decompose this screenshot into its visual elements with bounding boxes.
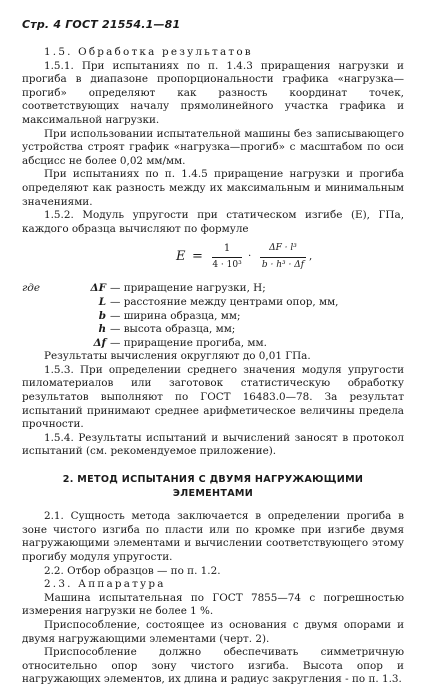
fraction-2-denominator: b · h³ · Δf (261, 259, 305, 270)
definition-lead (22, 337, 52, 351)
page-header: Стр. 4 ГОСТ 21554.1—81 (22, 18, 181, 31)
formula-fraction-2 (260, 242, 306, 272)
definition-text: — высота образца, мм; (110, 323, 236, 336)
fraction-2-numerator: ΔF · l³ (260, 242, 306, 258)
fraction-1-denominator: 4 · 10³ (212, 259, 242, 270)
variable-definitions (22, 282, 404, 350)
definition-text: — расстояние между центрами опор, мм, (110, 295, 339, 308)
definition-text: — приращение нагрузки, Н; (110, 282, 266, 295)
formula-lhs: E (176, 249, 186, 265)
paragraph-1-5-1: 1.5.1. При испытаниях по п. 1.4.3 приращения нагрузки и прогиба в диапазоне пропорциональности графика «нагрузка—прогиб» определяют как разность координат точек, соответствующих началу прямолинейного участка графика и максимальной нагрузки. (22, 59, 404, 126)
definition-symbol: L (98, 295, 106, 308)
paragraph-1-5-3: 1.5.3. При определении среднего значения модуля упругости пиломатериалов или заготовок статистическую обработку результатов выполняют по ГОСТ 16483.0—78. За результат испытаний принимают среднее арифметическое величины предела прочности. (22, 363, 404, 431)
paragraph-2-2: 2.2. Отбор образцов — по п. 1.2. (44, 564, 221, 577)
fraction-1-numerator: 1 (212, 242, 242, 258)
section-1-5-title: 1.5. Обработка результатов (44, 46, 253, 58)
definition-lead (22, 323, 52, 337)
definition-row (22, 310, 404, 324)
paragraph-rounding: Результаты вычисления округляют до 0,01 ГПа. (44, 350, 311, 363)
definition-text: — ширина образца, мм; (110, 309, 241, 322)
definition-symbol: b (98, 309, 106, 322)
definition-row (22, 282, 404, 296)
definition-lead: где (22, 282, 40, 295)
paragraph-2-3: 2.3. Аппаратура (44, 578, 166, 591)
definition-text: — приращение прогиба, мм. (110, 336, 267, 349)
body-text (22, 46, 404, 687)
definition-lead (22, 296, 52, 310)
paragraph-fixture-requirements: Приспособление должно обеспечивать симметричную относительно опор зону чистого изгиба. Высота опор и нагружающих элементов, их длина и радиус закругления - по п. 1.3. (22, 646, 404, 686)
paragraph-fixture: Приспособление, состоящее из основания с двумя опорами и двумя нагружающими элементами (черт. 2). (22, 618, 404, 645)
definition-symbol: Δf (93, 336, 106, 349)
formula-fraction-1 (212, 242, 242, 272)
definition-row (22, 337, 404, 351)
definition-symbol: h (98, 323, 106, 336)
definition-row (22, 296, 404, 310)
paragraph-machine: Машина испытательная по ГОСТ 7855—74 с погрешностью измерения нагрузки не более 1 %. (22, 591, 404, 618)
definition-symbol: ΔF (90, 282, 106, 295)
formula-comma: , (309, 250, 313, 263)
modulus-formula (22, 240, 404, 276)
formula-equals: = (192, 249, 203, 265)
definition-row (22, 323, 404, 337)
formula-dot: · (248, 250, 252, 263)
paragraph-recorder: При использовании испытательной машины без записывающего устройства строят график «нагрузка—прогиб» с масштабом по оси абсцисс не более 0,02 мм/мм. (22, 127, 404, 167)
definition-lead (22, 310, 52, 324)
section-2-heading: 2. МЕТОД ИСПЫТАНИЯ С ДВУМЯ НАГРУЖАЮЩИМИ ЭЛЕМЕНТАМИ (62, 474, 364, 499)
paragraph-1-4-5: При испытаниях по п. 1.4.5 приращение нагрузки и прогиба определяют как разность между их максимальным и минимальным значениями. (22, 168, 404, 208)
paragraph-1-5-2: 1.5.2. Модуль упругости при статическом изгибе (E), ГПа, каждого образца вычисляют по формуле (22, 209, 404, 235)
paragraph-1-5-4: 1.5.4. Результаты испытаний и вычислений заносят в протокол испытаний (см. рекомендуемое приложение). (22, 431, 404, 458)
paragraph-2-1: 2.1. Сущность метода заключается в определении прогиба в зоне чистого изгиба по пласти или по кромке при изгибе двумя нагружающими элементами и вычислении соответствующего этому прогибу модуля упругости. (22, 510, 404, 563)
